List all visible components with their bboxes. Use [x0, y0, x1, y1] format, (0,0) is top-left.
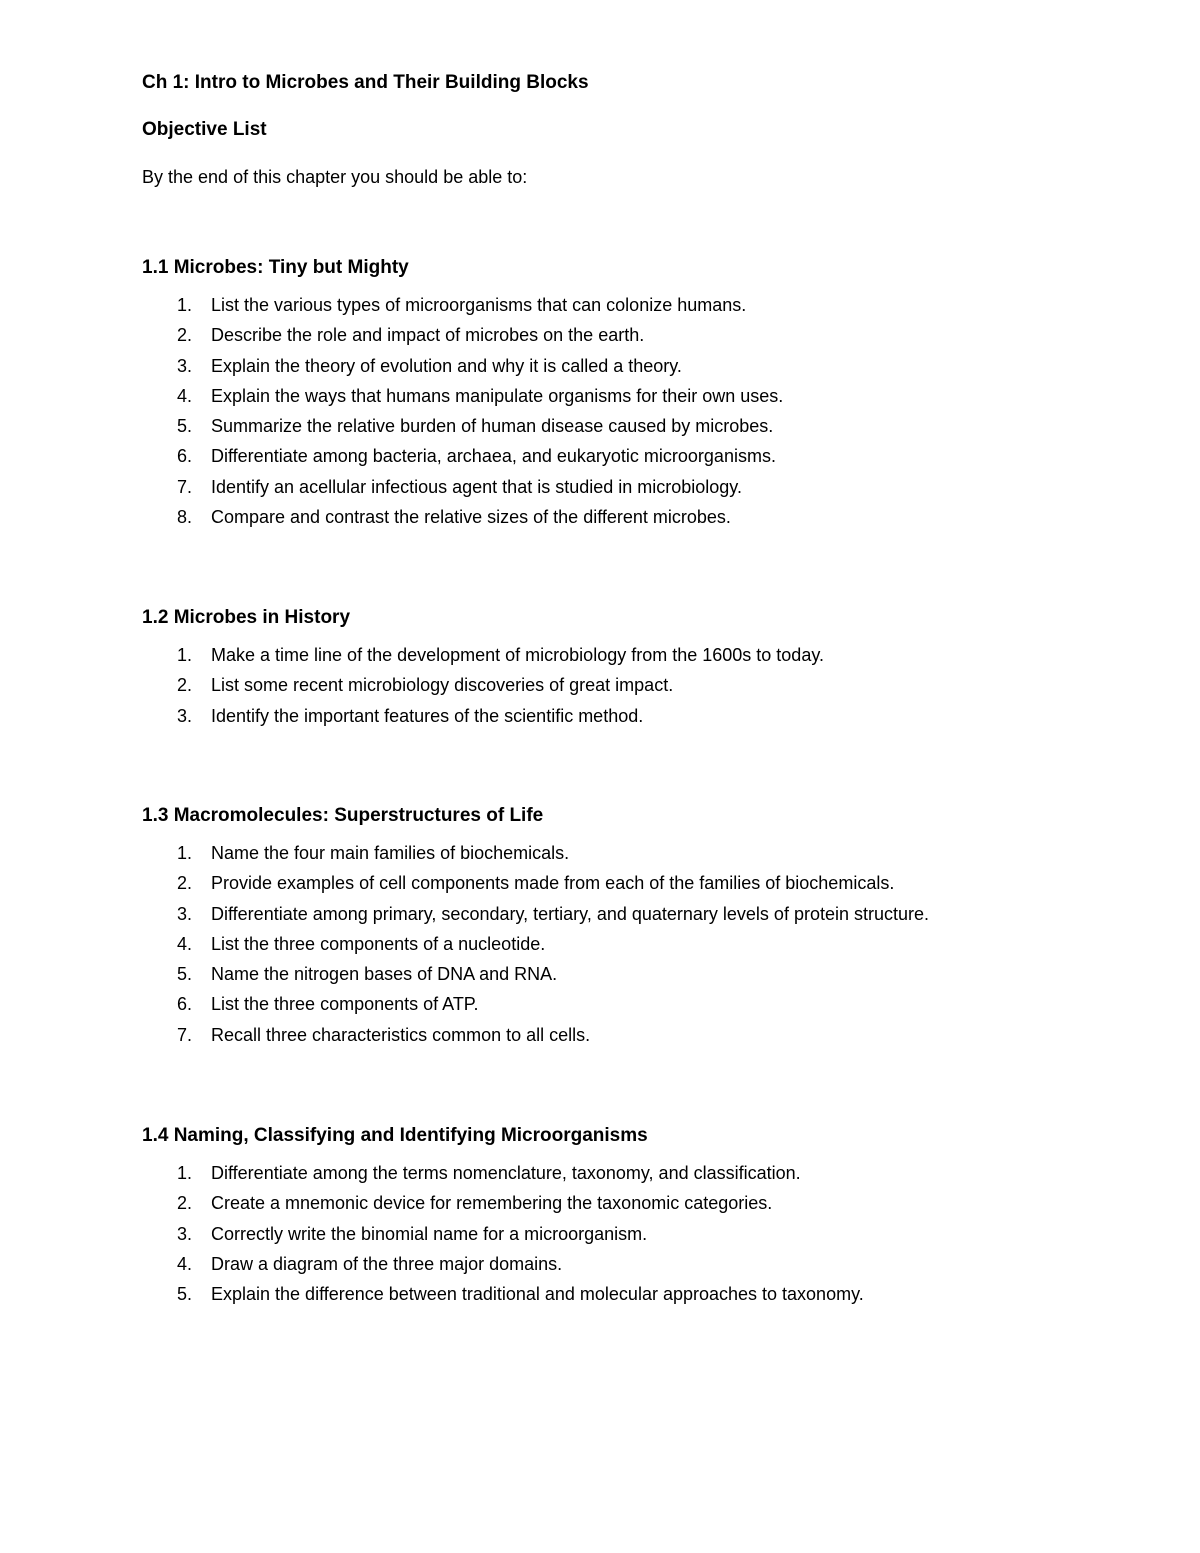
item-text: Name the nitrogen bases of DNA and RNA.	[211, 964, 558, 985]
section-1-2	[142, 606, 1142, 731]
item-number: 1.	[176, 843, 192, 863]
item-number: 7.	[176, 1024, 192, 1045]
item-number: 5.	[176, 416, 192, 437]
item-text: Explain the theory of evolution and why it is called a theory.	[211, 355, 682, 376]
list-item	[142, 701, 1142, 731]
item-number: 3.	[176, 705, 192, 726]
item-text: Identify an acellular infectious agent that is studied in microbiology.	[211, 476, 742, 497]
list-item	[142, 290, 1142, 320]
objective-list	[142, 1158, 1142, 1309]
section-heading: 1.1 Microbes: Tiny but Mighty	[142, 257, 409, 278]
item-number: 6.	[176, 446, 192, 467]
list-item	[142, 640, 1142, 670]
item-number: 7.	[176, 476, 192, 497]
item-text: Describe the role and impact of microbes on the earth.	[211, 325, 645, 346]
section-heading: 1.2 Microbes in History	[142, 607, 351, 628]
objective-list	[142, 290, 1142, 532]
item-text: List the three components of ATP.	[211, 994, 479, 1015]
section-1-1	[142, 256, 1142, 532]
item-text: Compare and contrast the relative sizes of the different microbes.	[211, 507, 731, 528]
section-1-4	[142, 1124, 1142, 1309]
list-item	[142, 502, 1142, 532]
list-item	[142, 411, 1142, 441]
document-title: Ch 1: Intro to Microbes and Their Building Blocks	[142, 72, 589, 93]
item-text: Differentiate among bacteria, archaea, and eukaryotic microorganisms.	[211, 446, 776, 467]
item-number: 4.	[176, 933, 192, 954]
item-text: List some recent microbiology discoveries of great impact.	[211, 675, 674, 696]
item-number: 4.	[176, 385, 192, 406]
item-text: Differentiate among the terms nomenclature, taxonomy, and classification.	[211, 1163, 801, 1183]
item-number: 1.	[176, 645, 192, 665]
item-text: List the three components of a nucleotide.	[211, 933, 546, 954]
list-item	[142, 1020, 1142, 1050]
item-text: Explain the difference between traditional and molecular approaches to taxonomy.	[211, 1284, 864, 1305]
item-number: 1.	[176, 295, 192, 315]
item-text: Make a time line of the development of microbiology from the 1600s to today.	[211, 645, 824, 665]
item-number: 3.	[176, 1223, 192, 1244]
objective-list	[142, 838, 1142, 1050]
list-item	[142, 838, 1142, 868]
list-item	[142, 929, 1142, 959]
item-text: Identify the important features of the scientific method.	[211, 705, 644, 726]
item-number: 2.	[176, 325, 192, 346]
list-item	[142, 320, 1142, 350]
list-item	[142, 351, 1142, 381]
item-number: 2.	[176, 675, 192, 696]
item-text: Name the four main families of biochemicals.	[211, 843, 570, 863]
list-item	[142, 1158, 1142, 1188]
document-subtitle: Objective List	[142, 119, 267, 140]
item-number: 4.	[176, 1253, 192, 1274]
list-item	[142, 381, 1142, 411]
item-number: 8.	[176, 507, 192, 528]
item-number: 5.	[176, 1284, 192, 1305]
item-number: 6.	[176, 994, 192, 1015]
item-text: Summarize the relative burden of human disease caused by microbes.	[211, 416, 774, 437]
list-item	[142, 1249, 1142, 1279]
item-text: Recall three characteristics common to all cells.	[211, 1024, 591, 1045]
item-number: 2.	[176, 873, 192, 894]
list-item	[142, 441, 1142, 471]
item-text: Provide examples of cell components made from each of the families of biochemicals.	[211, 873, 895, 894]
section-1-3	[142, 804, 1142, 1050]
item-number: 5.	[176, 964, 192, 985]
section-heading: 1.3 Macromolecules: Superstructures of Life	[142, 805, 544, 826]
item-number: 2.	[176, 1193, 192, 1214]
list-item	[142, 670, 1142, 700]
list-item	[142, 1279, 1142, 1309]
list-item	[142, 472, 1142, 502]
item-text: Draw a diagram of the three major domains.	[211, 1253, 563, 1274]
item-number: 1.	[176, 1163, 192, 1183]
list-item	[142, 1188, 1142, 1218]
intro-text: By the end of this chapter you should be able to:	[142, 167, 528, 187]
item-text: List the various types of microorganisms that can colonize humans.	[211, 295, 747, 315]
list-item	[142, 868, 1142, 898]
list-item	[142, 1219, 1142, 1249]
item-text: Differentiate among primary, secondary, tertiary, and quaternary levels of protein structure.	[211, 903, 930, 924]
objective-list	[142, 640, 1142, 731]
item-number: 3.	[176, 903, 192, 924]
section-heading: 1.4 Naming, Classifying and Identifying Microorganisms	[142, 1125, 648, 1146]
item-text: Correctly write the binomial name for a microorganism.	[211, 1223, 648, 1244]
item-text: Explain the ways that humans manipulate organisms for their own uses.	[211, 385, 784, 406]
item-text: Create a mnemonic device for remembering the taxonomic categories.	[211, 1193, 773, 1214]
list-item	[142, 899, 1142, 929]
item-number: 3.	[176, 355, 192, 376]
list-item	[142, 989, 1142, 1019]
list-item	[142, 959, 1142, 989]
